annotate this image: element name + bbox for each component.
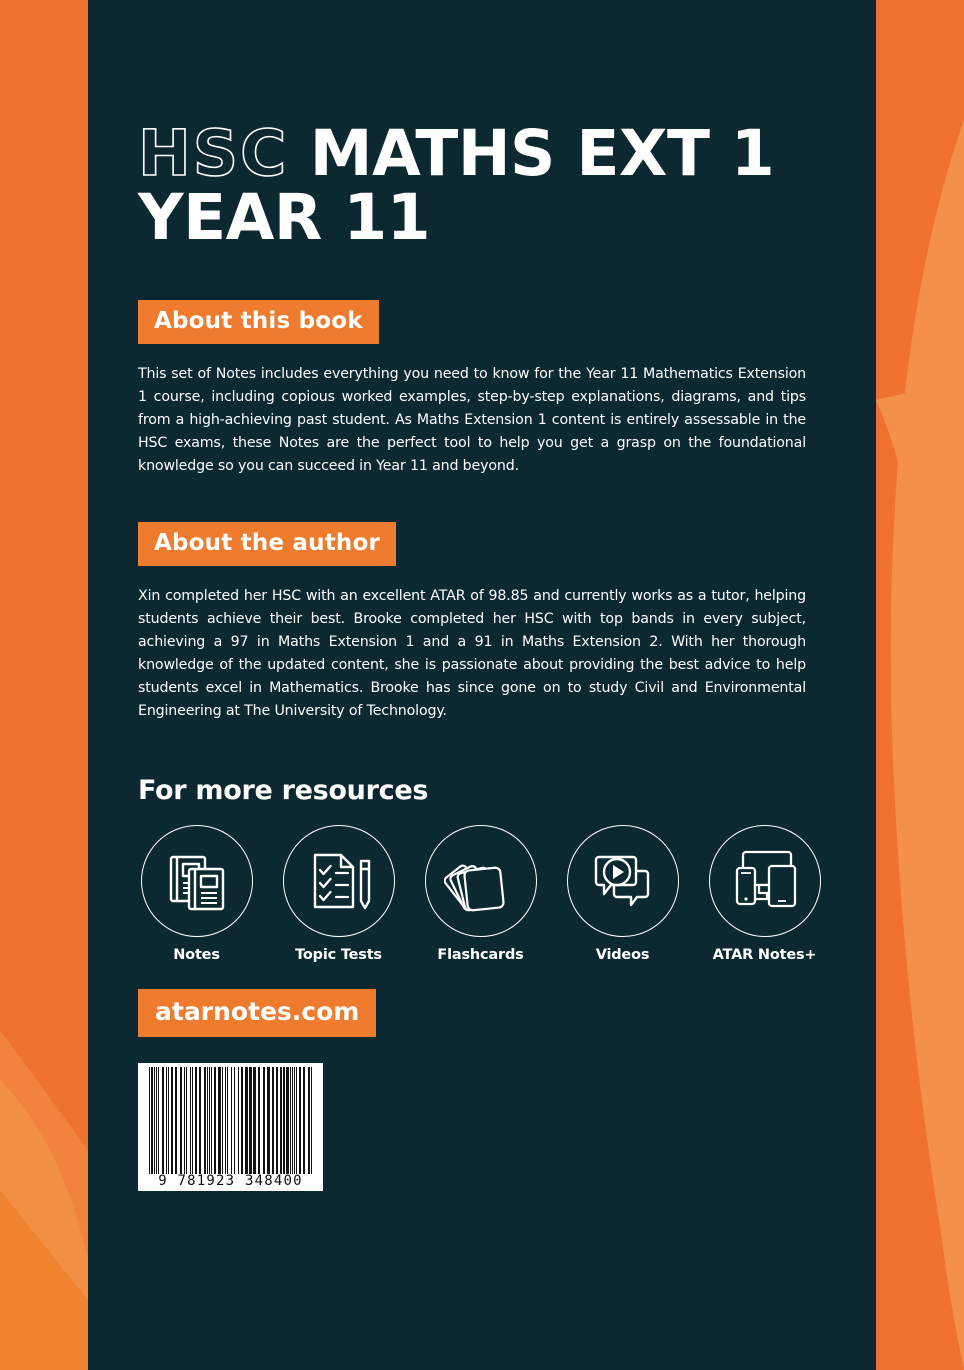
resource-icon-circle: [141, 825, 253, 937]
website-url-badge[interactable]: atarnotes.com: [138, 989, 376, 1037]
speech-bubble-play-icon: [587, 845, 659, 917]
about-the-author-text: Xin completed her HSC with an excellent ATAR of 98.85 and currently works as a tutor, helping students achieve their best. Brooke completed her HSC with top bands in every subject, achieving a 97 in Maths Extension 1 and a 91 in Maths Extension 2. With her thorough knowledge of the updated content, she is passionate about providing the best advice to help students excel in Mathematics. Brooke has since gone on to study Civil and Environmental Engineering at The University of Technology.: [138, 587, 806, 719]
page-title: [138, 117, 828, 254]
resource-item-flashcards[interactable]: [422, 825, 539, 963]
resource-label: Topic Tests: [295, 946, 382, 963]
title-subject: MATHS EXT 1: [309, 117, 775, 190]
title-year: YEAR 11: [138, 180, 431, 254]
notes-documents-icon: [161, 845, 233, 917]
resource-item-topic-tests[interactable]: [280, 825, 397, 963]
barcode: [138, 1063, 323, 1191]
resource-label: Flashcards: [437, 946, 524, 963]
resource-label: Videos: [595, 946, 650, 963]
about-this-book-text: This set of Notes includes everything you need to know for the Year 11 Mathematics Extension 1 course, including copious worked examples, step-by-step explanations, diagrams, and tips from a high-achieving past student. As Maths Extension 1 content is entirely assessable in the HSC exams, these Notes are the perfect tool to help you get a grasp on the foundational knowledge so you can succeed in Year 11 and beyond.: [138, 365, 806, 474]
about-the-author-heading: About the author: [138, 522, 396, 566]
resource-label: Notes: [173, 946, 220, 963]
resource-item-atar-notes-plus[interactable]: [706, 825, 823, 963]
cover-panel: [88, 0, 876, 1370]
resource-icon-circle: [283, 825, 395, 937]
resource-item-videos[interactable]: [564, 825, 681, 963]
about-this-book-heading: About this book: [138, 300, 379, 344]
multi-device-icon: [727, 844, 803, 918]
barcode-bars: [144, 1067, 317, 1174]
barcode-number: 9 781923 348400: [158, 1172, 303, 1189]
resource-icon-circle: [425, 825, 537, 937]
resources-list: [138, 825, 828, 963]
resource-icon-circle: [567, 825, 679, 937]
checklist-pencil-icon: [303, 845, 375, 917]
for-more-resources-heading: For more resources: [138, 774, 429, 806]
resource-item-notes[interactable]: [138, 825, 255, 963]
resource-icon-circle: [709, 825, 821, 937]
fanned-cards-icon: [444, 844, 518, 918]
title-outline-hsc: HSC: [138, 117, 289, 190]
resource-label: ATAR Notes+: [712, 946, 817, 963]
